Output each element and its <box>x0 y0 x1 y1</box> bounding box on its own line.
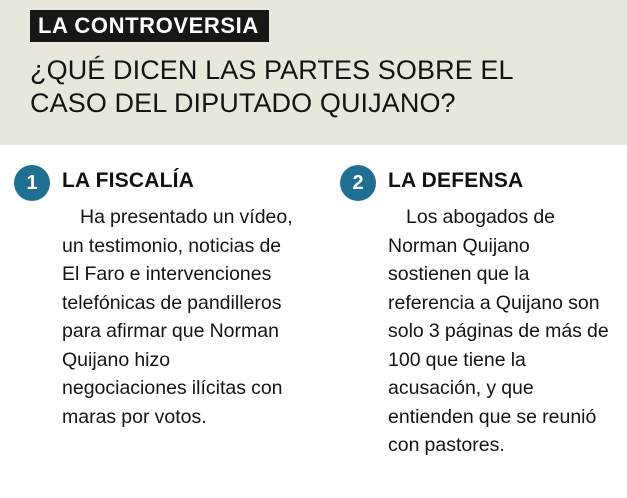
item-header <box>340 145 627 194</box>
item-title: LA DEFENSA <box>388 169 524 192</box>
page-title: ¿QUÉ DICEN LAS PARTES SOBRE EL CASO DEL DIPUTADO QUIJANO? <box>30 55 513 118</box>
content-columns <box>0 145 627 498</box>
item-number-badge: 2 <box>340 165 376 201</box>
header-band <box>0 0 627 145</box>
kicker-container <box>30 10 597 42</box>
kicker-label: LA CONTROVERSIA <box>30 10 269 42</box>
item-number-badge: 1 <box>14 165 50 201</box>
item-title: LA FISCALÍA <box>62 169 195 192</box>
item-header <box>14 145 304 194</box>
column-fiscalia <box>14 145 304 428</box>
column-defensa <box>340 145 627 456</box>
item-body-text: Los abogados de Norman Quijano sostienen que la referencia a Quijano son solo 3 páginas de más de 100 que tiene la acusación, y que entienden que se reunió con pastores. <box>388 206 609 456</box>
item-body-text: Ha presentado un vídeo, un testimonio, noticias de El Faro e intervenciones telefónicas de pandilleros para afirmar que Norman Quijano hizo negociaciones ilícitas con maras por votos. <box>62 206 293 428</box>
